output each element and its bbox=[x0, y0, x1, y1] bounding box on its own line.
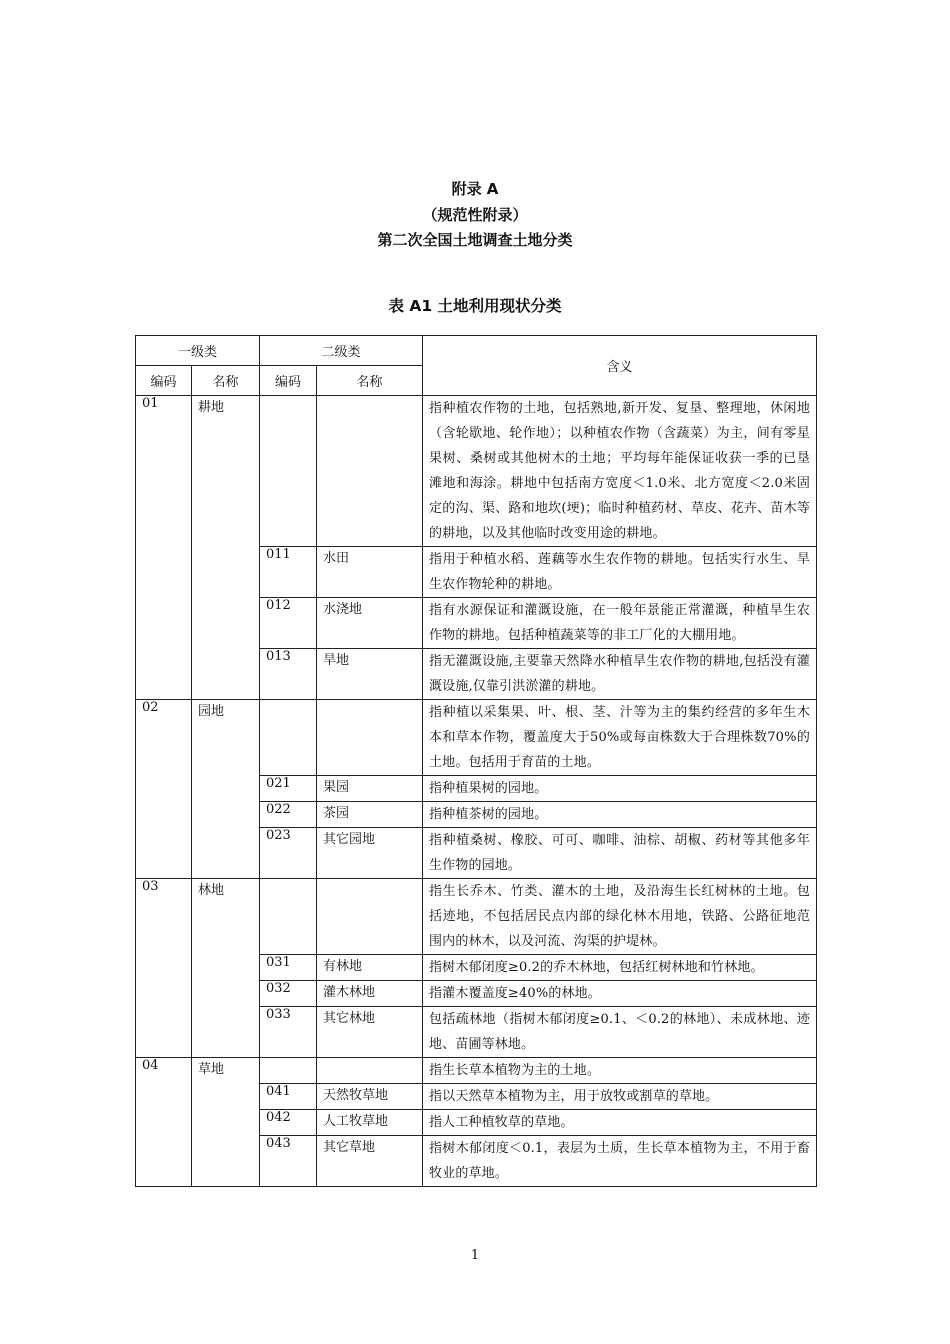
empty-cell bbox=[317, 1058, 423, 1084]
level2-code: 013 bbox=[260, 649, 317, 700]
level2-name: 天然牧草地 bbox=[317, 1084, 423, 1110]
level2-name: 其它草地 bbox=[317, 1136, 423, 1187]
meaning-cell: 指生长草本植物为主的土地。 bbox=[423, 1058, 817, 1084]
meaning-cell: 指种植果树的园地。 bbox=[423, 776, 817, 802]
table-row bbox=[136, 879, 817, 955]
meaning-cell: 指种植茶树的园地。 bbox=[423, 802, 817, 828]
level2-code: 012 bbox=[260, 598, 317, 649]
meaning-cell: 指用于种植水稻、莲藕等水生农作物的耕地。包括实行水生、旱生农作物轮种的耕地。 bbox=[423, 547, 817, 598]
level1-code: 04 bbox=[136, 1058, 192, 1187]
level1-code: 02 bbox=[136, 700, 192, 879]
level1-code: 03 bbox=[136, 879, 192, 1058]
appendix-type: （规范性附录） bbox=[422, 206, 528, 224]
header-meaning: 含义 bbox=[423, 336, 817, 396]
meaning-cell: 包括疏林地（指树木郁闭度≥0.1、＜0.2的林地）、未成林地、迹地、苗圃等林地。 bbox=[423, 1007, 817, 1058]
level2-code: 032 bbox=[260, 981, 317, 1007]
header-level1-name: 名称 bbox=[192, 366, 260, 396]
level2-code: 033 bbox=[260, 1007, 317, 1058]
level1-name: 林地 bbox=[192, 879, 260, 1058]
level2-name: 其它林地 bbox=[317, 1007, 423, 1058]
empty-cell bbox=[260, 879, 317, 955]
level2-name: 水田 bbox=[317, 547, 423, 598]
level2-name: 灌木林地 bbox=[317, 981, 423, 1007]
empty-cell bbox=[260, 700, 317, 776]
appendix-title: 附录 A bbox=[451, 180, 499, 198]
empty-cell bbox=[317, 396, 423, 547]
land-classification-table bbox=[135, 335, 817, 1187]
table-row bbox=[136, 700, 817, 776]
meaning-cell: 指生长乔木、竹类、灌木的土地，及沿海生长红树林的土地。包括迹地，不包括居民点内部的绿化林木用地，铁路、公路征地范围内的林木，以及河流、沟渠的护堤林。 bbox=[423, 879, 817, 955]
level2-code: 011 bbox=[260, 547, 317, 598]
meaning-cell: 指以天然草本植物为主，用于放牧或割草的草地。 bbox=[423, 1084, 817, 1110]
header-level2-code: 编码 bbox=[260, 366, 317, 396]
page-number: 1 bbox=[470, 1248, 480, 1263]
meaning-cell: 指有水源保证和灌溉设施，在一般年景能正常灌溉，种植旱生农作物的耕地。包括种植蔬菜等的非工厂化的大棚用地。 bbox=[423, 598, 817, 649]
level2-code: 031 bbox=[260, 955, 317, 981]
level2-name: 有林地 bbox=[317, 955, 423, 981]
table-row bbox=[136, 396, 817, 547]
level2-code: 023 bbox=[260, 828, 317, 879]
level1-name: 耕地 bbox=[192, 396, 260, 700]
level2-code: 022 bbox=[260, 802, 317, 828]
header-level2: 二级类 bbox=[260, 336, 423, 366]
meaning-cell: 指人工种植牧草的草地。 bbox=[423, 1110, 817, 1136]
level2-name: 果园 bbox=[317, 776, 423, 802]
level2-name: 人工牧草地 bbox=[317, 1110, 423, 1136]
meaning-cell: 指无灌溉设施,主要靠天然降水种植旱生农作物的耕地,包括没有灌溉设施,仅靠引洪淤灌的耕地。 bbox=[423, 649, 817, 700]
empty-cell bbox=[260, 396, 317, 547]
meaning-cell: 指种植农作物的土地，包括熟地,新开发、复垦、整理地，休闲地（含轮歇地、轮作地）；以种植农作物（含蔬菜）为主，间有零星果树、桑树或其他树木的土地；平均每年能保证收获一季的已垦滩地和海涂。耕地中包括南方宽度＜1.0米、北方宽度＜2.0米固定的沟、渠、路和地坎(埂)；临时种植药材、草皮、花卉、苗木等的耕地，以及其他临时改变用途的耕地。 bbox=[423, 396, 817, 547]
level2-name: 茶园 bbox=[317, 802, 423, 828]
header-level1-code: 编码 bbox=[136, 366, 192, 396]
meaning-cell: 指种植桑树、橡胶、可可、咖啡、油棕、胡椒、药材等其他多年生作物的园地。 bbox=[423, 828, 817, 879]
empty-cell bbox=[317, 879, 423, 955]
level2-code: 042 bbox=[260, 1110, 317, 1136]
level2-name: 水浇地 bbox=[317, 598, 423, 649]
level1-name: 园地 bbox=[192, 700, 260, 879]
header-level1: 一级类 bbox=[136, 336, 260, 366]
meaning-cell: 指树木郁闭度≥0.2的乔木林地，包括红树林地和竹林地。 bbox=[423, 955, 817, 981]
table-title: 表 A1 土地利用现状分类 bbox=[388, 297, 562, 315]
empty-cell bbox=[260, 1058, 317, 1084]
level1-code: 01 bbox=[136, 396, 192, 700]
empty-cell bbox=[317, 700, 423, 776]
document-title: 第二次全国土地调查土地分类 bbox=[377, 231, 573, 249]
meaning-cell: 指种植以采集果、叶、根、茎、汁等为主的集约经营的多年生木本和草本作物，覆盖度大于50%或每亩株数大于合理株数70%的土地。包括用于育苗的土地。 bbox=[423, 700, 817, 776]
level2-code: 043 bbox=[260, 1136, 317, 1187]
level2-name: 旱地 bbox=[317, 649, 423, 700]
level1-name: 草地 bbox=[192, 1058, 260, 1187]
meaning-cell: 指树木郁闭度＜0.1，表层为土质，生长草本植物为主，不用于畜牧业的草地。 bbox=[423, 1136, 817, 1187]
level2-code: 021 bbox=[260, 776, 317, 802]
table-row bbox=[136, 1058, 817, 1084]
meaning-cell: 指灌木覆盖度≥40%的林地。 bbox=[423, 981, 817, 1007]
level2-name: 其它园地 bbox=[317, 828, 423, 879]
header-level2-name: 名称 bbox=[317, 366, 423, 396]
level2-code: 041 bbox=[260, 1084, 317, 1110]
